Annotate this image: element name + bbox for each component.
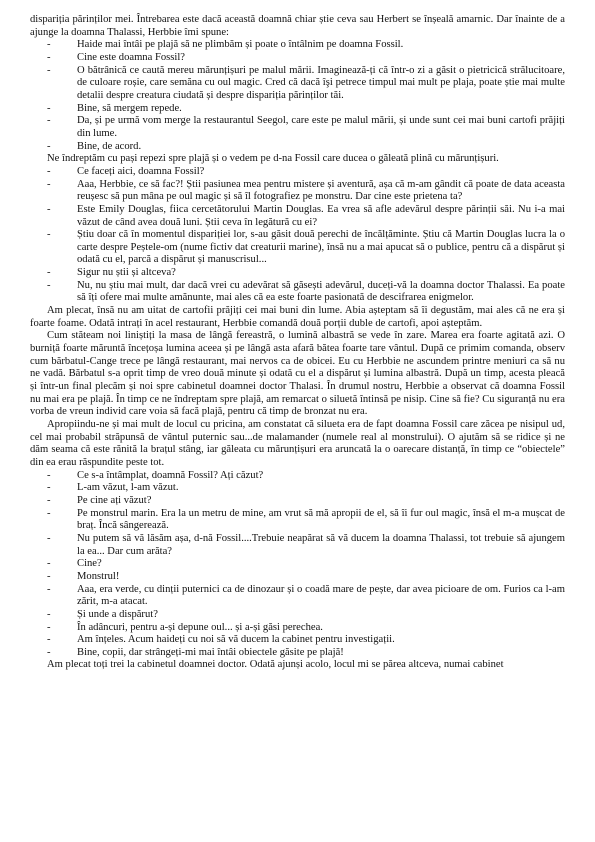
dialogue-text: Da, și pe urmă vom merge la restaurantul Seegol, care este pe malul mării, și unde sunt cei mai buni cartofi prăjiți din lume.: [77, 115, 565, 139]
dialogue-line: [30, 508, 565, 533]
dialogue-line: [30, 229, 565, 267]
dialogue-dash: -: [47, 634, 51, 646]
dialogue-dash: -: [47, 570, 51, 582]
dialogue-line: [30, 609, 565, 622]
narrative-paragraph: Am plecat toți trei la cabinetul doamnei doctor. Odată ajunși acolo, locul mi se părea altceva, numai cabinet: [47, 659, 504, 671]
dialogue-line: [30, 65, 565, 103]
dialogue-dash: -: [47, 115, 51, 127]
dialogue-dash: -: [47, 102, 51, 114]
dialogue-line: [30, 103, 565, 116]
dialogue-line: [30, 166, 565, 179]
dialogue-line: [30, 52, 565, 65]
dialogue-text: Nu, nu știu mai mult, dar dacă vrei cu adevărat să găsești adevărul, duceți-vă la doamna doctor Thalassi. Ea poate să îți ofere mai multe amănunte, mai ales că ea este foarte pasionată de descifrarea enigmelor.: [77, 279, 565, 304]
dialogue-text: Am înțeles. Acum haideți cu noi să vă ducem la cabinet pentru investigații.: [77, 634, 395, 646]
dialogue-line: [30, 571, 565, 584]
dialogue-dash: -: [47, 469, 51, 481]
document-body: [30, 14, 565, 672]
dialogue-text: Bine, să mergem repede.: [77, 102, 182, 114]
dialogue-line: [30, 267, 565, 280]
dialogue-text: Ce faceți aici, doamna Fossil?: [77, 165, 205, 177]
narrative-paragraph: Ne îndreptăm cu pași repezi spre plajă și o vedem pe d-na Fossil care ducea o găleată plină cu mărunțișuri.: [47, 153, 499, 165]
dialogue-line: [30, 495, 565, 508]
dialogue-line: [30, 204, 565, 229]
dialogue-dash: -: [47, 494, 51, 506]
dialogue-dash: -: [47, 608, 51, 620]
dialogue-text: Bine, de acord.: [77, 140, 142, 152]
dialogue-dash: -: [47, 203, 51, 215]
dialogue-text: Este Emily Douglas, fiica cercetătorului Martin Douglas. Ea vrea să afle adevărul despre părinții săi. Nu i-a mai văzut de când avea două luni. Știi ceva în legătură cu ei?: [77, 203, 565, 228]
dialogue-line: [30, 584, 565, 609]
dialogue-dash: -: [47, 621, 51, 633]
dialogue-dash: -: [47, 646, 51, 658]
dialogue-text: Cine?: [77, 558, 102, 570]
dialogue-line: [30, 141, 565, 154]
dialogue-line: [30, 622, 565, 635]
dialogue-dash: -: [47, 558, 51, 570]
dialogue-dash: -: [47, 279, 51, 291]
dialogue-dash: -: [47, 64, 51, 76]
dialogue-text: O bătrânică ce caută mereu mărunțișuri pe malul mării. Imaginează-ți că într-o zi a găsit o pietricică strălucitoare, de culoare roșie, care semăna cu oul magic. Cred că dacă îşi petrece timpul mai mult pe plaja, poate știe mai multe detalii despre creatura ciudată și despre dispariția părinților tăi.: [77, 64, 565, 101]
dialogue-text: Haide mai întâi pe plajă să ne plimbăm și poate o întâlnim pe doamna Fossil.: [77, 39, 404, 51]
dialogue-text: Și unde a dispărut?: [77, 608, 158, 620]
dialogue-text: Pe monstrul marin. Era la un metru de mine, am vrut să mă apropii de el, să îi fur oul magic, însă el m-a mușcat de braț. Încă sângerează.: [77, 507, 565, 532]
narrative-paragraph: Apropiindu-ne și mai mult de locul cu pricina, am constatat că silueta era de fapt doamna Fossil care zăcea pe nisipul ud, cel mai probabil străpunsă de vântul puternic sau...de malamander (numele real al monstrului). O ajutăm să se ridice și ne dăm seama că este rănită la brațul stâng, iar găleata cu mărunțișuri era aruncată la o oarecare distanță, în timp ce “obiectele” din ea erau răspundite peste tot.: [30, 419, 565, 468]
dialogue-text: Nu putem să vă lăsăm așa, d-nă Fossil....Trebuie neapărat să vă ducem la doamna Thalassi, tot trebuie să ajungem la ea... Dar cum arăta?: [77, 532, 565, 557]
paragraph: dispariția părinților mei. Întrebarea este dacă această doamnă chiar știe ceva sau Herbert se înșeală amarnic. Dar înainte de a ajunge la doamna Thalassi, Herbbie îmi spune:: [30, 14, 565, 38]
dialogue-line: [30, 634, 565, 647]
dialogue-text: Sigur nu știi și altceva?: [77, 267, 176, 279]
dialogue-text: L-am văzut, l-am văzut.: [77, 482, 179, 494]
dialogue-line: [30, 179, 565, 204]
dialogue-text: Pe cine ați văzut?: [77, 494, 152, 506]
dialogue-line: [30, 558, 565, 571]
dialogue-dash: -: [47, 532, 51, 544]
dialogue-dash: -: [47, 39, 51, 51]
dialogue-line: [30, 280, 565, 305]
dialogue-text: Bine, copii, dar strângeți-mi mai întâi obiectele găsite pe plajă!: [77, 646, 344, 658]
dialogue-dash: -: [47, 51, 51, 63]
dialogue-dash: -: [47, 178, 51, 190]
dialogue-line: [30, 482, 565, 495]
dialogue-dash: -: [47, 507, 51, 519]
narrative-paragraph: Am plecat, însă nu am uitat de cartofii prăjiți cei mai buni din lume. Abia așteptam să îi degustăm, mai ales că ne era și foarte foame. Odată intrați în acel restaurant, Herbbie comandă două porții duble de cartofi, apoi așteptăm.: [30, 305, 565, 329]
dialogue-text: Aaa, era verde, cu dinții puternici ca de dinozaur și o coadă mare de pește, dar avea picioare de om. Furios ca l-am zărit, m-a atacat.: [77, 583, 565, 608]
dialogue-line: [30, 39, 565, 52]
dialogue-text: Aaa, Herbbie, ce să fac?! Știi pasiunea mea pentru mistere și aventură, așa că m-am gândit că poate de data aceasta reușesc să pun mâna pe oul magic și să îl fotografiez pe monstru. Dar cine este prietena ta?: [77, 178, 565, 203]
dialogue-dash: -: [47, 165, 51, 177]
dialogue-dash: -: [47, 140, 51, 152]
dialogue-line: [30, 115, 565, 140]
dialogue-text: Ce s-a întâmplat, doamnă Fossil? Ați căzut?: [77, 469, 264, 481]
dialogue-dash: -: [47, 267, 51, 279]
dialogue-text: Cine este doamna Fossil?: [77, 51, 185, 63]
dialogue-line: [30, 533, 565, 558]
dialogue-line: [30, 647, 565, 660]
dialogue-text: Monstrul!: [77, 570, 120, 582]
dialogue-dash: -: [47, 583, 51, 595]
dialogue-text: În adâncuri, pentru a-și depune oul... și a-și găsi perechea.: [77, 621, 323, 633]
dialogue-text: Știu doar că în momentul dispariției lor, s-au găsit două perechi de încălțăminte. Știu că Martin Douglas lucra la o carte despre Peștele-om (nume fictiv dat creaturii marine), însă nu a mai apucat să o publice, pentru că a dispărut și odată cu el, parcă a dispărut și manuscrisul...: [77, 229, 565, 266]
narrative-paragraph: Cum stăteam noi liniștiți la masa de lângă fereastră, o lumină albastră se vede în zare. Marea era foarte agitată azi. O burniță foarte măruntă încețoșa lumina aceea și pe lângă asta afară bătea foarte tare vântul. După ce primim comanda, observ cum bărbatul-Cange trece pe lângă restaurant, mai nervos ca de obicei. Eu cu Herbbie ne ascundem printre meniuri ca să nu ne vadă. Bărbatul s-a oprit timp de vreo două minute și odată cu el a dispărut și lumina albastră. După un timp, acesta pleacă și într-un final plecăm și noi spre cabinetul doamnei doctor Thalasi. În drumul nostru, Herbbie a observat că doamna Fossil nu mai era pe plajă. În timp ce ne îndreptam spre plajă, am remarcat o siluetă întinsă pe nisip. Cine să fie? Cu siguranță nu era vorba de vreun individ care voia să facă plajă, pentru că timp de bronzat nu era.: [30, 330, 565, 418]
dialogue-dash: -: [47, 229, 51, 241]
dialogue-line: [30, 470, 565, 483]
dialogue-dash: -: [47, 482, 51, 494]
